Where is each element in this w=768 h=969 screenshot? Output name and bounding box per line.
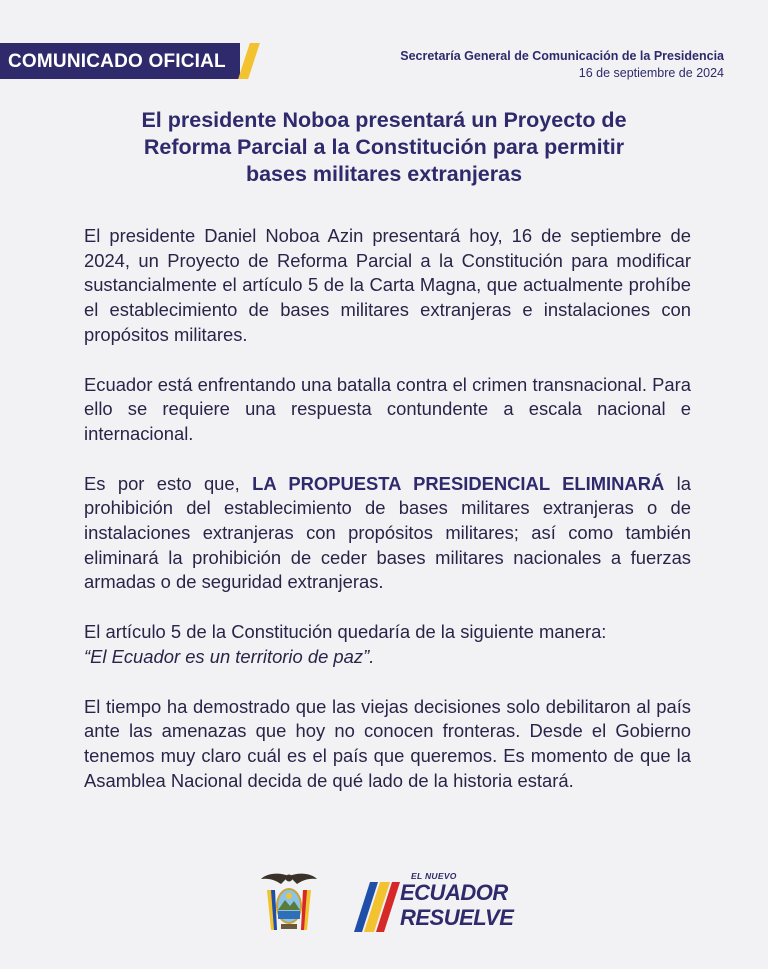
title-line: El presidente Noboa presentará un Proyecto de xyxy=(141,108,627,132)
statement-body xyxy=(84,224,691,818)
logo-word-ecuador: ECUADOR xyxy=(400,880,508,905)
header-meta xyxy=(400,48,724,82)
logo-tagline: EL NUEVO xyxy=(411,871,457,881)
paragraph-4 xyxy=(84,620,691,669)
proposal-highlight: LA PROPUESTA PRESIDENCIAL ELIMINARÁ xyxy=(252,472,665,494)
paragraph-3-lead: Es por esto que, xyxy=(84,472,253,494)
article-quote: “El Ecuador es un territorio de paz”. xyxy=(84,645,375,667)
publication-date: 16 de septiembre de 2024 xyxy=(578,66,724,80)
badge-label: COMUNICADO OFICIAL xyxy=(8,51,226,72)
paragraph-3-rest: la prohibición del establecimiento de bases militares extranjeras o de instalaciones extranjeras con propósitos militares; así como también eliminará la prohibición de ceder bases militares nacionales a fuerzas armadas o de seguridad extranjeras. xyxy=(84,472,691,593)
title-line: bases militares extranjeras xyxy=(245,162,523,186)
page-title xyxy=(84,107,684,188)
logo-word-resuelve: RESUELVE xyxy=(400,905,514,930)
el-nuevo-ecuador-resuelve-logo xyxy=(348,870,514,936)
badge-accent-stripe xyxy=(238,43,260,79)
paragraph-5: El tiempo ha demostrado que las viejas decisiones solo debilitaron al país ante las amenazas que hoy no conocen fronteras. Desde el Gobierno tenemos muy claro cuál es el país que queremos. Es momento de que la Asamblea Nacional decida de qué lado de la historia estará. xyxy=(84,695,691,791)
paragraph-1: El presidente Daniel Noboa Azin presentará hoy, 16 de septiembre de 2024, un Proyecto de Reforma Parcial a la Constitución para modificar sustancialmente el artículo 5 de la Carta Magna, que actualmente prohíbe el establecimiento de bases militares extranjeras e instalaciones con propósitos militares. xyxy=(84,225,691,345)
title-line: Reforma Parcial a la Constitución para permitir xyxy=(143,135,625,159)
paragraph-2: Ecuador está enfrentando una batalla contra el crimen transnacional. Para ello se requiere una respuesta contundente a escala nacional e internacional. xyxy=(84,373,691,444)
paragraph-3 xyxy=(84,472,691,596)
paragraph-4-lead: El artículo 5 de la Constitución quedaría de la siguiente manera: xyxy=(84,621,607,643)
ecuador-coat-of-arms-icon xyxy=(257,870,321,936)
official-communique-badge xyxy=(0,43,252,79)
issuing-organization: Secretaría General de Comunicación de la Presidencia xyxy=(400,49,724,63)
